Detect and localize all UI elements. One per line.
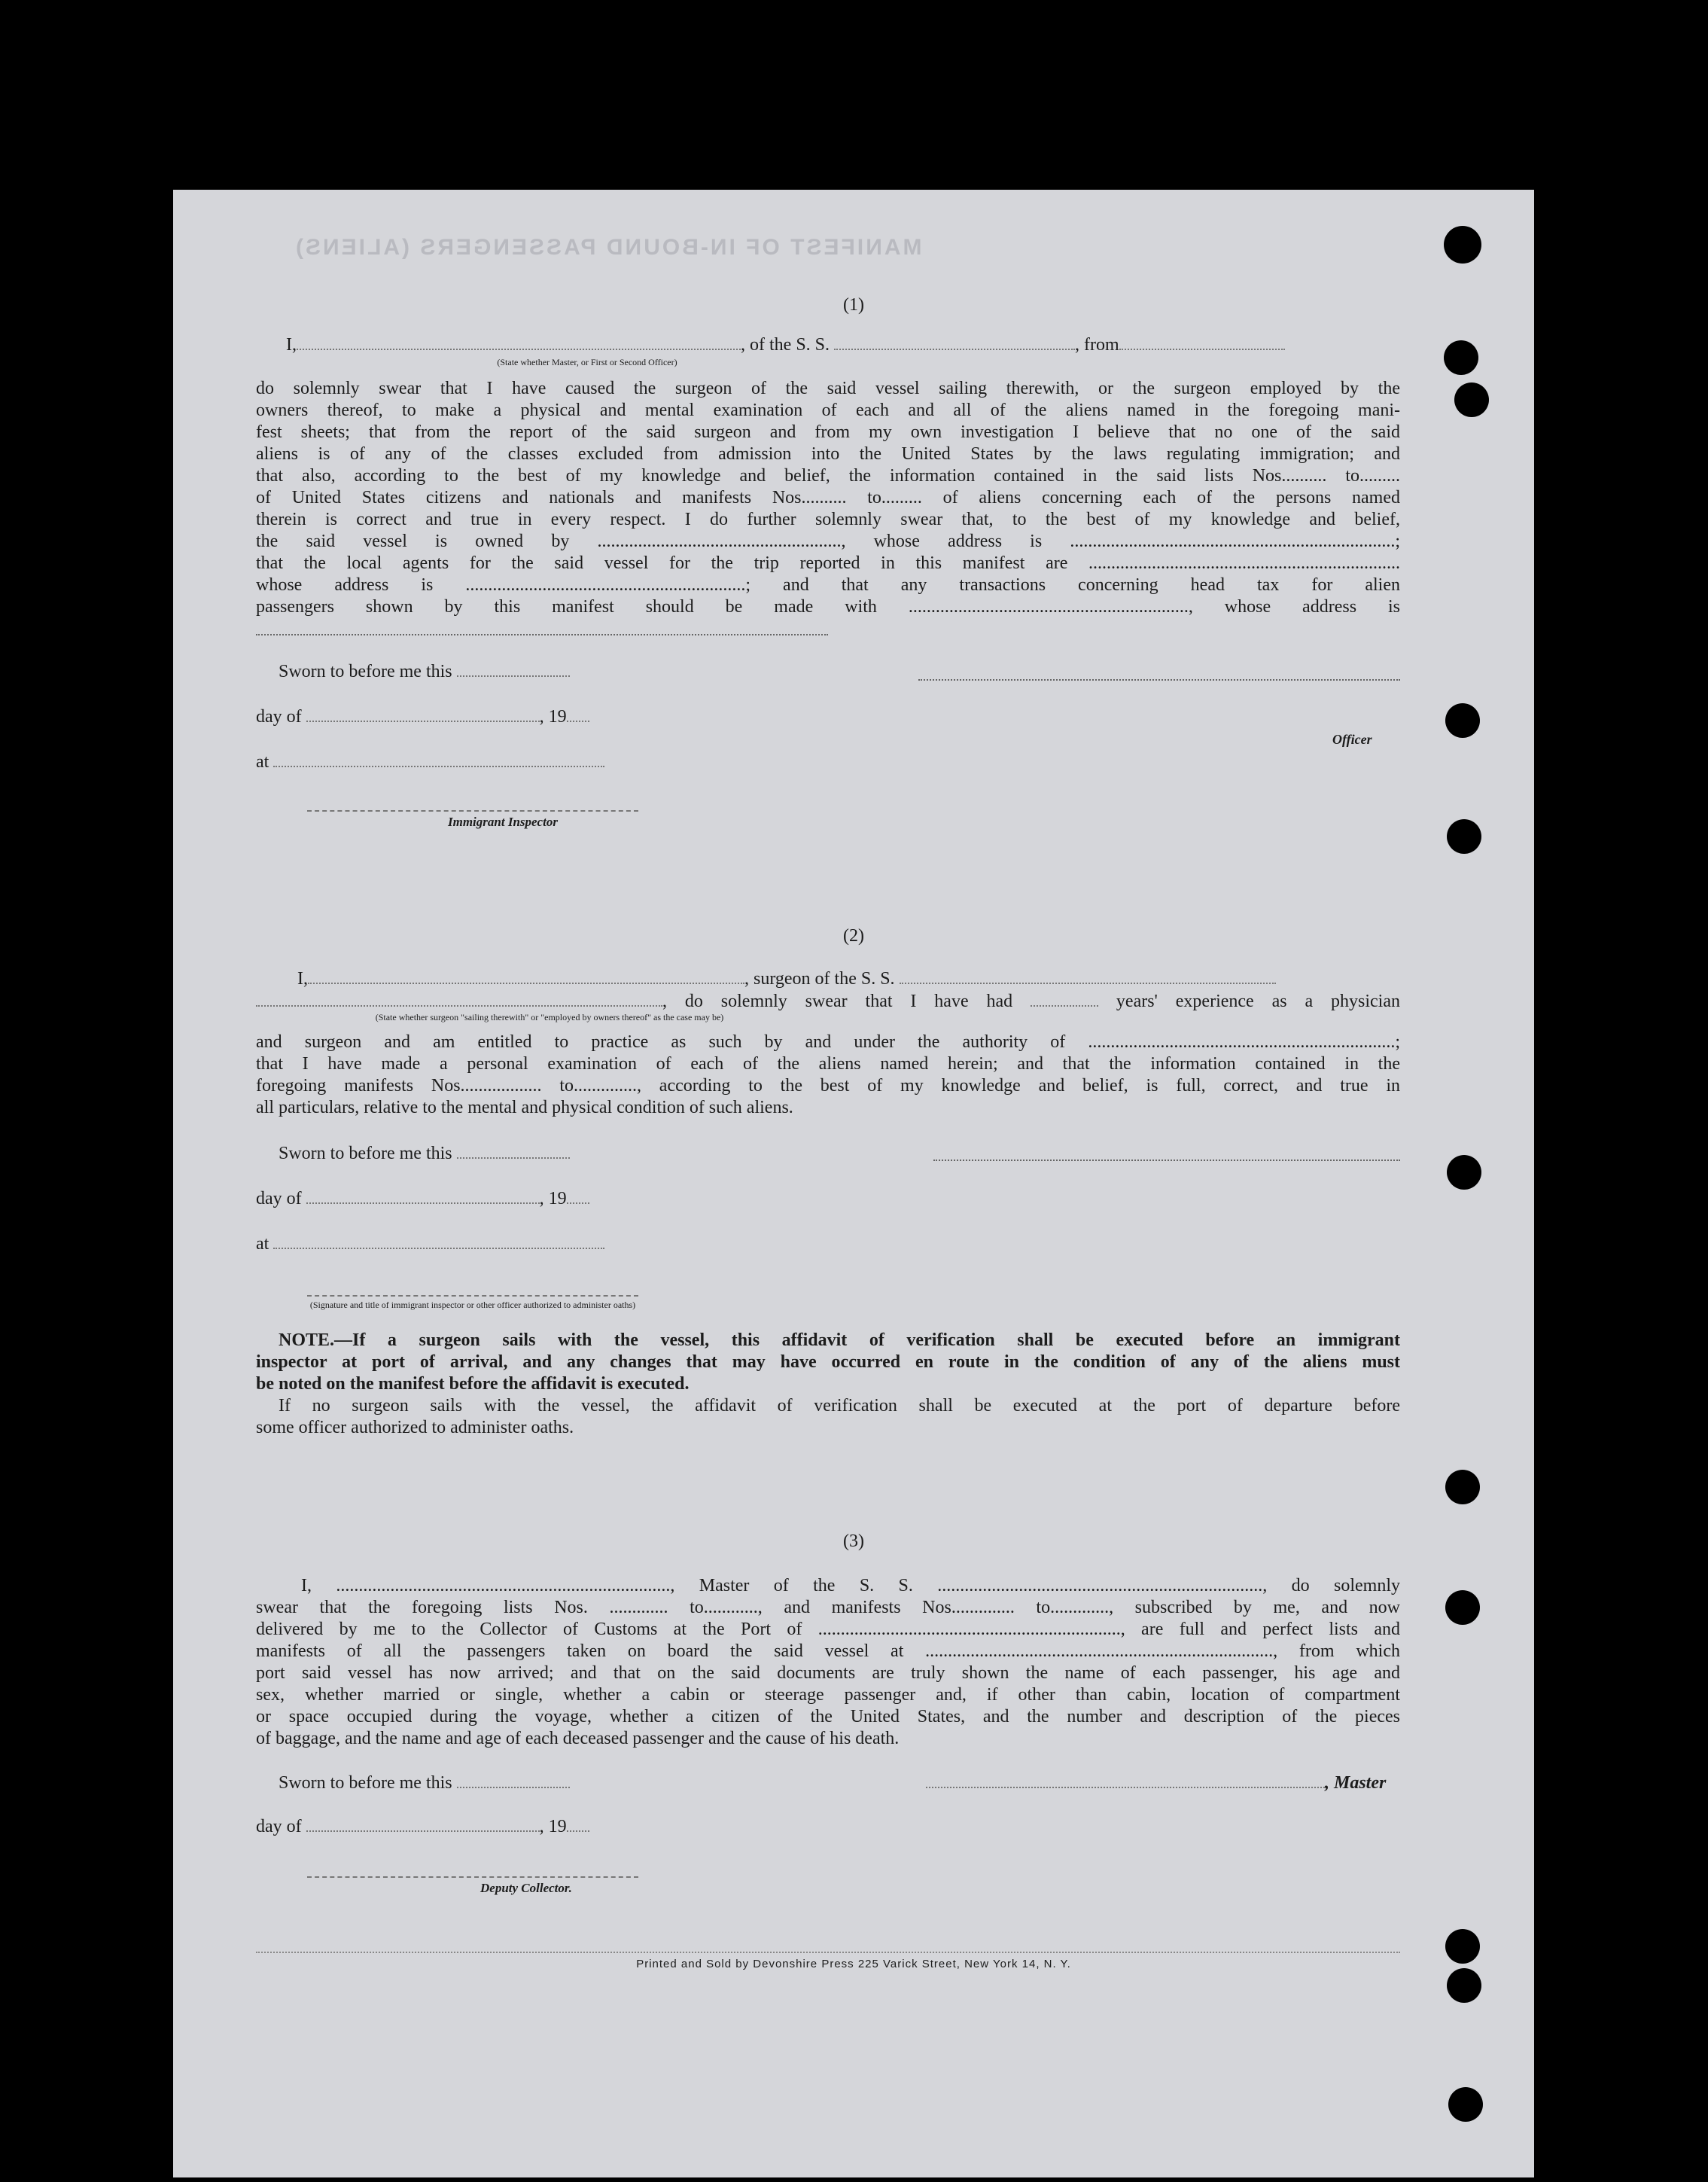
section-3-number: (3) — [843, 1531, 864, 1551]
punch-hole — [1445, 1470, 1480, 1504]
footer-rule — [256, 1952, 1400, 1953]
punch-hole — [1454, 382, 1489, 417]
punch-hole — [1447, 819, 1481, 854]
punch-hole — [1444, 340, 1478, 375]
section-2-second-line: , do solemnly swear that I have had years' experience as a physician — [256, 991, 1400, 1013]
inspector-label: Immigrant Inspector — [448, 815, 558, 829]
punch-hole — [1448, 2087, 1483, 2122]
day-of-line-2: day of , 19 — [256, 1188, 708, 1210]
section-1-number: (1) — [843, 295, 864, 315]
bleed-through-text: MANIFEST OF IN-BOUND PASSENGERS (ALIENS) — [294, 235, 922, 260]
section-2-number: (2) — [843, 926, 864, 946]
sworn-line-1: Sworn to before me this — [279, 661, 730, 683]
affidavit-form-page: MANIFEST OF IN-BOUND PASSENGERS (ALIENS) (1) I, , of the S. S. , from (State whether Master, or First or Second Officer) do solemnly swear that I have caused the surgeon of the said vessel sailing therewith, or the surgeon employed by the owners thereof, to make a physical and mental examination of each and all of the aliens named in the foregoing mani- fest sheets; that from the report of the said surgeon and from my own investigation I believe that no one of the said aliens is of any of the classes excluded from admission into the United States by the laws regulating immigration; and that also, according to the best of my knowledge and belief, the information contained in the said lists Nos.......... to......... of United States citizens and nationals and manifests Nos.......... to......... of aliens concerning each of the persons named therein is correct and true in every respect. I do further solemnly swear that, to the best of my knowledge and belief, the said vessel is owned by ......................................................, whose address is ........................................................................; that the local agents for the said vessel for the trip reported in this manifest are ..................................................................... whose address is ..............................................................; and that any transactions concerning head tax for alien passengers shown by this manifest should be made with .............................................................., whose address is Sworn to before me this day of , 19 Officer at Immigrant Inspector (2) I, , surgeon of the S. S. , do solemnly swear that I have had years' experience as a physician (State whether surgeon "sailing therewith" or "employed by owners thereof" as the case may be) and surgeon and am entitled to practice as such by and under the authority of ....................................................................; that I have made a personal examination of each of the aliens named herein; and that the information contained in the foregoing manifests Nos.................. to.............., according to the best of my knowledge and belief, is full, correct, and true in all particulars, relative to the mental and physical condition of such aliens. Sworn to before me this day of , 19 at (Signature and title of immigrant inspector or other officer authorized to administer oaths) NOTE.—If a surgeon sails with the vessel, this affidavit of verification shall be executed before an immigrant inspector at port of arrival, and any changes that may have occurred en route in the condition of any of the aliens must be noted on the manifest before the affidavit is executed. If no surgeon sails with the vessel, the affidavit of verification shall be executed at the port of departure before some officer authorized to administer oaths. (3) I, .........................................................................., Master of the S. S. ........................................................................, do solemnly swear that the foregoing lists Nos. ............. to............, and manifests Nos.............. to............., subscribed by me, and now delivered by me to the Collector of Customs at the Port of ..................................................................., are full and perfect lists and manifests of all the passengers taken on board the said vessel at ............................................................................., from which port said vessel has now arrived; and that on the said documents are truly shown the name of each passenger, his age and sex, whether married or single, whether a cabin or steerage passenger and, if other than cabin, location of compartment or space occupied during the voyage, whether a citizen of the United States, and the number and description of the pieces of baggage, and the name and age of each deceased passenger and the cause of his death. Sworn to before me this , Master day of , 19 Deputy Collector. Printed and Sold by Devonshire Press 225 Varick Street, New York 14, N. Y. — [173, 190, 1534, 2177]
section-1-caption: (State whether Master, or First or Second Officer) — [497, 357, 677, 367]
punch-hole — [1444, 226, 1481, 264]
punch-hole — [1445, 703, 1480, 738]
punch-hole — [1445, 1590, 1480, 1625]
signature-caption: (Signature and title of immigrant inspector or other officer authorized to administer oaths) — [307, 1295, 638, 1310]
day-of-line-3: day of , 19 — [256, 1816, 708, 1838]
day-of-line-1: day of , 19 — [256, 706, 708, 728]
signature-line — [933, 1160, 1400, 1161]
section-2-caption: (State whether surgeon "sailing therewith" or "employed by owners thereof" as the case may be) — [375, 1012, 724, 1022]
section-1-first-line: I, , of the S. S. , from — [256, 334, 1400, 356]
punch-hole — [1447, 1968, 1481, 2003]
address-line — [256, 634, 828, 635]
section-2-first-line: I, , surgeon of the S. S. — [256, 968, 1400, 990]
deputy-signature-line — [307, 1876, 638, 1878]
signature-line — [918, 679, 1400, 681]
punch-hole — [1447, 1155, 1481, 1190]
sworn-line-2: Sworn to before me this — [279, 1143, 730, 1165]
at-line-1: at — [256, 751, 708, 773]
master-signature-line: , Master — [926, 1772, 1400, 1794]
officer-label: Officer — [1332, 732, 1372, 747]
inspector-signature-line — [307, 810, 638, 812]
sworn-line-3: Sworn to before me this — [279, 1772, 730, 1794]
at-line-2: at — [256, 1233, 708, 1255]
printer-imprint: Printed and Sold by Devonshire Press 225 Varick Street, New York 14, N. Y. — [636, 1958, 1071, 1970]
deputy-label: Deputy Collector. — [480, 1881, 572, 1895]
